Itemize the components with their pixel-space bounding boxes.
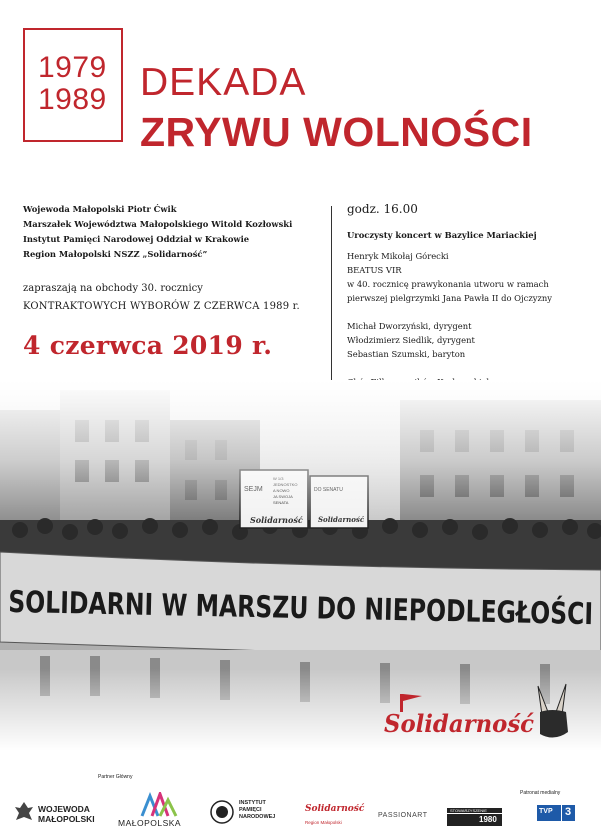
performer: Sebastian Szumski, baryton [347,349,466,359]
organizer: Region Małopolski NSZZ „Solidarność” [23,249,208,259]
organizer: Wojewoda Małopolski Piotr Ćwik [23,204,177,214]
performer: Włodzimierz Siedlik, dyrygent [347,335,475,345]
logo-solidarnosc-region [305,800,365,830]
ipn-line1: INSTYTUT [239,800,266,806]
ipn-line3: NARODOWEJ [239,814,276,820]
logo-wojewoda [14,798,104,828]
malopolska-mark-icon [138,792,178,818]
malopolska-text: MAŁOPOLSKA [118,818,182,828]
event-date: 4 czerwca 2019 r. [23,331,273,360]
solidarnosc-logo [382,682,582,742]
solidarnosc-region-text: Region Małopolski [305,820,342,825]
wojewoda-line1: WOJEWODA [38,804,90,814]
victory-hand-icon [538,684,568,738]
stow-num: 1980 [479,815,497,824]
logo-malopolska [118,792,198,830]
logo-tvp3 [537,805,577,825]
solidarnosc-small: Solidarność [305,804,365,814]
year-end: 1989 [38,83,107,116]
tvp-text: TVP [539,808,553,815]
title-line1: DEKADA [140,61,307,104]
years [38,52,123,116]
solidarnosc-logo-art [382,682,582,742]
organizer: Instytut Pamięci Narodowej Oddział w Krakowie [23,234,250,244]
organizer: Marszałek Województwa Małopolskiego Witold Kozłowski [23,219,293,229]
tvp-num: 3 [565,806,572,818]
ipn-emblem-icon [210,800,234,824]
solidarnosc-wordmark: Solidarność [384,709,535,738]
logo-stowarzyszenie [447,808,502,828]
concert-hour: godz. 16.00 [347,202,418,216]
composer: Henryk Mikołaj Górecki [347,251,449,261]
partner-label: Partner Główny [98,774,133,780]
logo-passionart: PASSIONART [378,812,428,819]
invitation-text: zapraszają na obchody 30. rocznicy [23,283,203,294]
media-label: Patronat medialny [520,790,561,796]
ipn-line2: PAMIĘCI [239,807,262,813]
year-start: 1979 [38,51,107,84]
concert-heading: Uroczysty koncert w Bazylice Mariackiej [347,230,537,240]
eagle-icon [14,800,34,826]
title-line2: ZRYWU WOLNOŚCI [140,109,533,155]
performer: Michał Dworzyński, dyrygent [347,321,472,331]
work-note: pierwszej pielgrzymki Jana Pawła II do Ojczyzny [347,293,553,303]
logo-ipn [210,800,300,830]
wojewoda-line2: MAŁOPOLSKI [38,814,95,824]
invitation-event: KONTRAKTOWYCH WYBORÓW Z CZERWCA 1989 r. [23,301,300,312]
work-title: BEATUS VIR [347,265,402,275]
stow-top-text: STOWARZYSZENIE [450,808,487,813]
work-note: w 40. rocznicę prawykonania utworu w ramach [347,279,549,289]
